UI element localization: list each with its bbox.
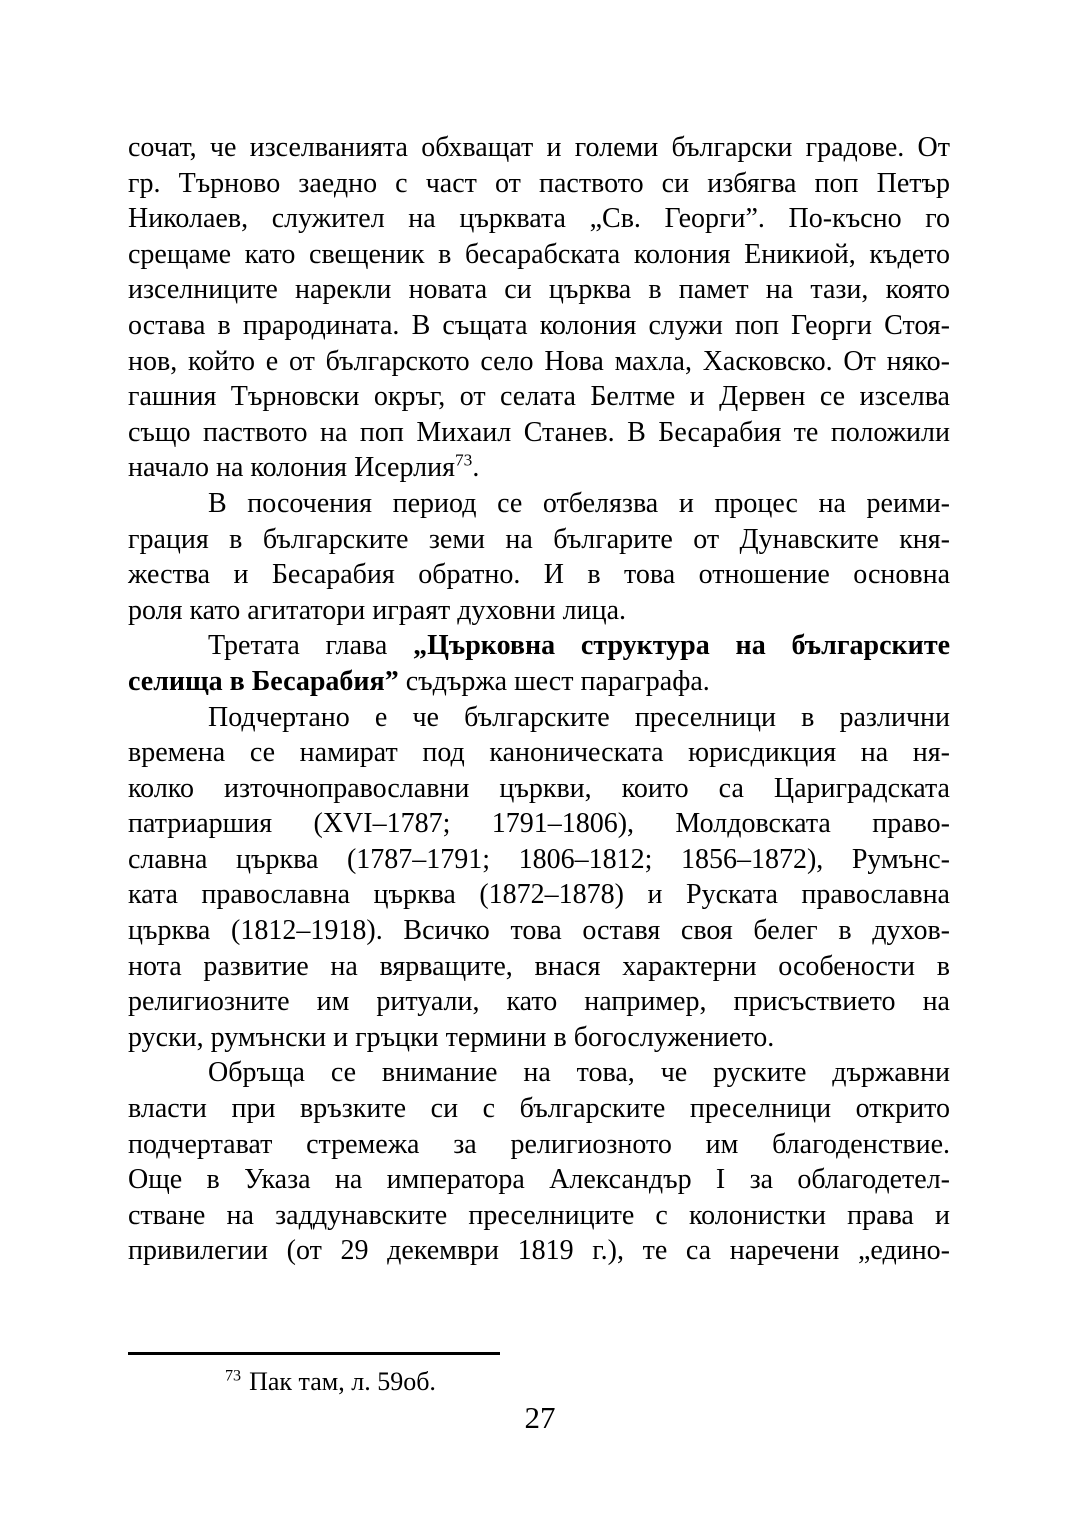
footnote — [128, 1366, 950, 1398]
text-line — [128, 1198, 950, 1234]
text-segment: . — [472, 452, 480, 484]
text-line — [128, 130, 950, 166]
text-line-content — [128, 879, 950, 910]
text-line-content — [128, 559, 950, 590]
text-line — [128, 700, 950, 736]
text-line — [128, 628, 950, 664]
text-segment: Още в Указа на императора Александър I за облагодетел- — [128, 1164, 950, 1196]
text-segment: времена се намират под каноническата юрисдикция на ня- — [128, 737, 950, 769]
text-line — [128, 201, 950, 237]
text-line — [128, 1091, 950, 1127]
text-line-content — [128, 1093, 950, 1124]
text-line — [128, 522, 950, 558]
footnote-separator — [128, 1352, 500, 1355]
text-line-content — [128, 915, 950, 946]
text-segment: изселниците нарекли новата си църква в памет на тази, която — [128, 274, 950, 306]
text-line — [128, 272, 950, 308]
text-line-content — [128, 1200, 950, 1231]
footnote-text: Пак там, л. 59об. — [249, 1367, 436, 1396]
text-line — [128, 913, 950, 949]
text-line — [128, 1127, 950, 1163]
text-segment: славна църква (1787–1791; 1806–1812; 1856–1872), Румънс- — [128, 843, 950, 875]
text-line-content — [128, 203, 950, 234]
text-line-content — [208, 630, 950, 661]
text-segment: Николаев, служител на църквата „Св. Георги”. По-късно го — [128, 203, 950, 235]
body-text — [128, 130, 950, 1269]
text-line — [128, 1055, 950, 1091]
text-segment: срещаме като свещеник в бесарабската колония Еникиой, където — [128, 238, 950, 270]
text-line — [128, 557, 950, 593]
text-segment: ката православна църква (1872–1878) и Руската православна — [128, 879, 950, 911]
text-line — [128, 379, 950, 415]
text-line — [128, 1020, 950, 1056]
text-segment: религиозните им ритуали, като например, присъствието на — [128, 986, 950, 1018]
text-line-content — [128, 808, 950, 839]
text-line — [128, 1233, 950, 1269]
text-segment: църква (1812–1918). Всичко това оставя своя белег в духов- — [128, 915, 950, 947]
footnote-marker: 73 — [225, 1367, 242, 1385]
text-line-content — [128, 524, 950, 555]
text-line-content — [128, 381, 950, 412]
text-line — [128, 344, 950, 380]
text-line — [128, 984, 950, 1020]
text-segment: стване на заддунавските преселниците с колонистки права и — [128, 1199, 950, 1231]
text-segment: остава в прародината. В същата колония служи поп Георги Стоя- — [128, 309, 950, 341]
text-line-content — [128, 1022, 774, 1053]
text-line-content — [128, 986, 950, 1017]
text-segment: гашния Търновски окръг, от селата Белтме и Дервен се изселва — [128, 381, 950, 413]
text-line-content — [208, 1057, 950, 1088]
text-segment: нота развитие на вярващите, внася характерни особености в — [128, 950, 950, 982]
text-line — [128, 949, 950, 985]
text-segment: руски, румънски и гръцки термини в богослужението. — [128, 1021, 775, 1053]
text-line — [128, 735, 950, 771]
text-segment: сочат, че изселванията обхващат и големи български градове. От — [128, 132, 950, 163]
footnote-line — [128, 1367, 436, 1396]
text-line — [128, 771, 950, 807]
text-segment: власти при връзките си с българските преселници открито — [128, 1093, 950, 1125]
text-line — [128, 166, 950, 202]
footnote-reference: 73 — [454, 451, 473, 471]
text-segment: грация в българските земи на българите от Дунавските кня- — [128, 523, 950, 555]
text-line-content — [128, 239, 950, 270]
text-line — [128, 1162, 950, 1198]
text-segment: гр. Търново заедно с част от паството си избягва поп Петър — [128, 167, 950, 199]
text-segment: селища в Бесарабия” — [128, 665, 399, 697]
text-line-content — [128, 1129, 950, 1160]
text-line — [128, 593, 950, 629]
text-segment: подчертават стремежа за религиозното им благоденствие. — [128, 1128, 950, 1160]
text-line-content — [128, 310, 950, 341]
text-line — [128, 308, 950, 344]
text-segment: също паството на поп Михаил Станев. В Бесарабия те положили — [128, 416, 950, 448]
text-segment: роля като агитатори играят духовни лица. — [128, 594, 627, 626]
text-line-content — [128, 346, 950, 377]
text-segment: колко източноправославни църкви, които са Цариградската — [128, 772, 950, 804]
text-line-content — [208, 488, 950, 519]
text-line-content — [128, 274, 950, 305]
text-line — [128, 842, 950, 878]
text-line-content — [128, 737, 950, 768]
text-segment: Обръща се внимание на това, че руските държавни — [208, 1057, 950, 1089]
text-segment: В посочения период се отбелязва и процес на реими- — [208, 487, 950, 519]
text-line — [128, 877, 950, 913]
text-segment: жества и Бесарабия обратно. И в това отношение основна — [128, 559, 950, 591]
text-line-content — [128, 132, 950, 163]
text-line-content — [128, 1164, 950, 1195]
text-line-content — [128, 168, 950, 199]
text-segment: съдържа шест параграфа. — [398, 665, 710, 697]
text-line-content — [128, 452, 479, 483]
text-line-content — [128, 595, 626, 626]
text-line — [128, 664, 950, 700]
text-segment: нов, който е от българското село Нова махла, Хасковско. От няко- — [128, 345, 950, 377]
text-line-content — [128, 951, 950, 982]
text-segment: Третата глава — [208, 630, 414, 662]
text-line — [128, 450, 950, 486]
text-line-content — [128, 773, 950, 804]
text-line-content — [128, 666, 710, 697]
text-segment: Подчертано е че българските преселници в различни — [208, 701, 950, 733]
text-line-content — [128, 417, 950, 448]
text-line — [128, 486, 950, 522]
page-number: 27 — [524, 1400, 556, 1435]
text-segment: начало на колония Исерлия — [128, 452, 455, 484]
text-line-content — [128, 1235, 950, 1266]
text-segment: „Църковна структура на българските — [413, 630, 950, 662]
text-segment: патриаршия (XVI–1787; 1791–1806), Молдовската право- — [128, 808, 950, 840]
text-line — [128, 806, 950, 842]
text-segment: привилегии (от 29 декември 1819 г.), те са наречени „едино- — [128, 1235, 950, 1267]
text-line — [128, 237, 950, 273]
text-line-content — [208, 702, 950, 733]
text-line-content — [128, 844, 950, 875]
text-line — [128, 415, 950, 451]
